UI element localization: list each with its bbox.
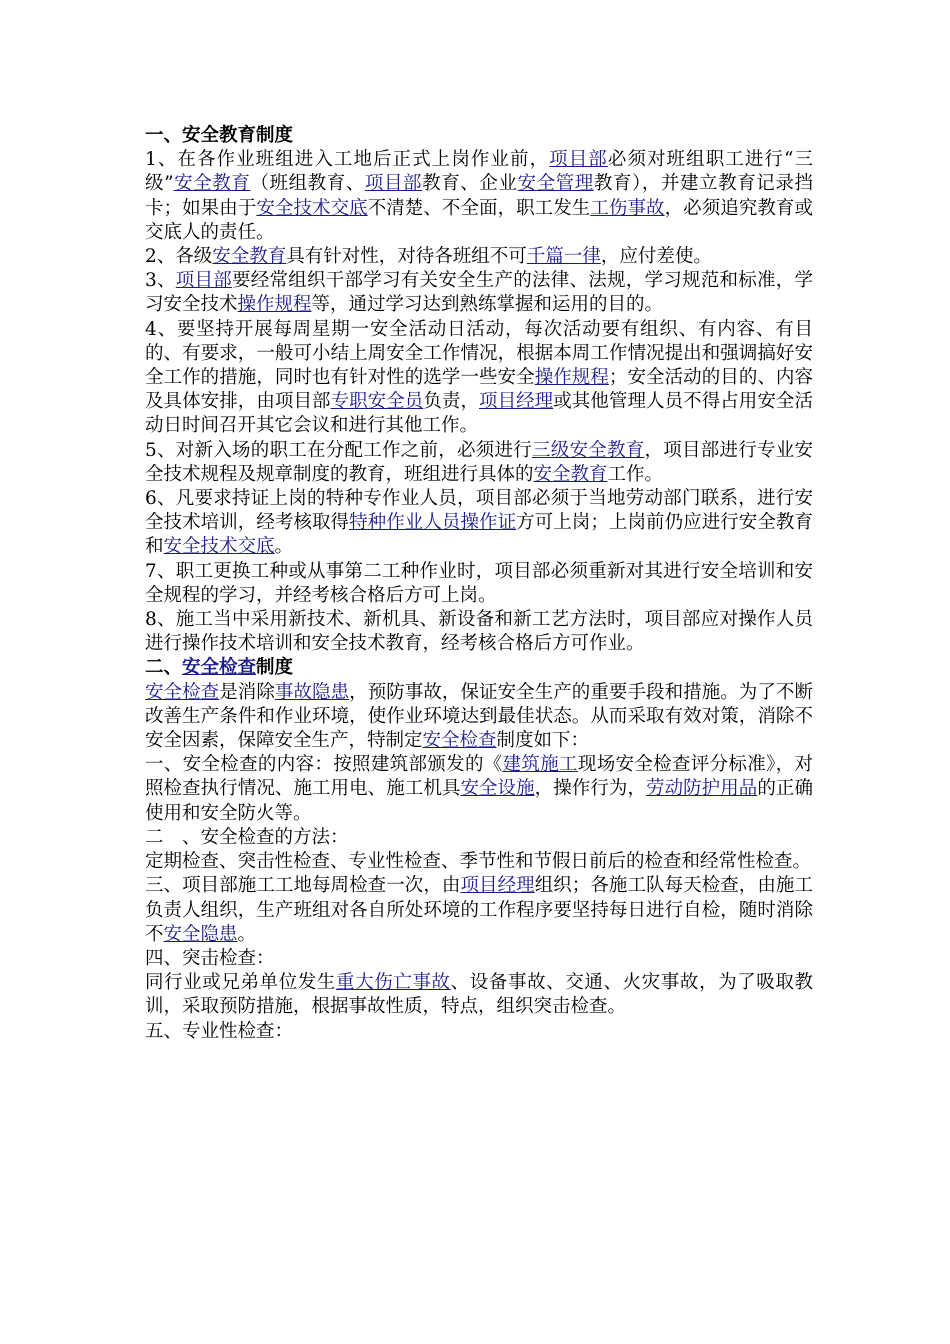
text-run: 不清楚、不全面，职工发生 [367,197,591,219]
hyperlink[interactable]: 安全教育 [212,246,287,268]
hyperlink[interactable]: 安全隐患 [163,923,238,945]
text-run: 7、职工更换工种或从事第二工种作业时，项目部必须重新对其进行安全培训和安全规程的学习，并经考核合格后方可上岗。 [145,560,813,606]
hyperlink[interactable]: 安全技术交底 [256,197,368,219]
text-run: 6、凡要求持证上岗的特种专作业人员，项目部必须于当地劳动部门联系，进行安全技术培训，经考核取得 [145,488,813,534]
text-run: ；安全活动的目的、内容及具体安排，由项目部 [145,367,813,413]
hyperlink[interactable]: 项目部 [364,173,423,195]
text-run: 同行业或兄弟单位发生 [145,972,337,994]
text-run: 三、项目部施工工地每周检查一次，由 [145,875,461,897]
text-run: 制度如下： [496,730,590,752]
hyperlink[interactable]: 项目部 [175,270,233,292]
text-run: 组织；各施工队每天检查，由施工负责人组织，生产班组对各自所处环境的工作程序要坚持每日进行自检，随时消除不 [145,875,813,945]
hyperlink[interactable]: 千篇一律 [526,246,601,268]
paragraph [145,318,813,439]
paragraph [145,826,813,850]
hyperlink[interactable]: 安全设施 [460,778,535,800]
hyperlink[interactable]: 专职安全员 [330,391,424,413]
paragraph [145,245,813,269]
paragraph [145,560,813,608]
hyperlink[interactable]: 安全检查 [422,730,497,752]
paragraph [145,681,813,754]
hyperlink[interactable]: 安全管理 [517,173,594,195]
paragraph [145,753,813,826]
text-run: 五、专业性检查： [145,1020,294,1042]
hyperlink[interactable]: 事故隐患 [274,681,350,703]
hyperlink[interactable]: 安全教育 [533,463,608,485]
hyperlink[interactable]: 项目经理 [479,391,554,413]
text-run: 的正确使用和安全防火等。 [145,778,813,824]
text-run: 。 [274,536,294,558]
hyperlink[interactable]: 安全检查 [182,657,257,679]
hyperlink[interactable]: 安全技术交底 [163,536,275,558]
text-run: 具有针对性，对待各班组不可 [286,246,527,268]
hyperlink[interactable]: 安全教育 [173,173,251,195]
hyperlink[interactable]: 建筑施工 [502,754,578,776]
section-heading [145,656,813,680]
text-run: 要经常组织干部学习有关安全生产的法律、法规，学习规范和标准，学习安全技术 [145,270,813,316]
hyperlink[interactable]: 劳动防护用品 [646,778,758,800]
text-run: 一、安全教育制度 [145,125,294,146]
text-run: 等，通过学习达到熟练掌握和运用的目的。 [311,294,664,316]
hyperlink[interactable]: 操作规程 [534,367,609,389]
text-run: 制度 [256,657,294,679]
text-run: ，应付差使。 [600,246,712,268]
text-run: 现场安全检查评分标准》，对照检查执行情况、施工用电、施工机具 [145,754,813,800]
hyperlink[interactable]: 项目经理 [460,875,535,897]
hyperlink[interactable]: 项目部 [549,149,608,171]
text-run: ，项目部进行专业安全技术规程及规章制度的教育，班组进行具体的 [145,439,813,485]
text-run: 、设备事故、交通、火灾事故，为了吸取教训，采取预防措施，根据事故性质，特点，组织突击检查。 [145,972,813,1018]
paragraph [145,439,813,487]
hyperlink[interactable]: 工伤事故 [590,197,665,219]
text-run: 一、安全检查的内容：按照建筑部颁发的《 [145,754,503,776]
text-run: 。 [237,923,257,945]
text-run: 是消除 [219,681,275,703]
text-run: 教育、企业 [422,173,518,195]
text-run: ，操作行为， [534,778,647,800]
paragraph [145,148,813,245]
paragraph [145,850,813,874]
hyperlink[interactable]: 特种作业人员操作证 [349,512,517,534]
paragraph [145,1020,813,1044]
paragraph [145,269,813,317]
text-run: 定期检查、突击性检查、专业性检查、季节性和节假日前后的检查和经常性检查。 [145,851,812,873]
section-heading [145,124,813,148]
text-run: 工作。 [607,463,664,485]
text-run: ，预防事故，保证安全生产的重要手段和措施。为了不断改善生产条件和作业环境，使作业环境达到最佳状态。从而采取有效对策，消除不安全因素，保障安全生产，特制定 [145,681,813,752]
hyperlink[interactable]: 三级安全教育 [531,439,645,461]
hyperlink[interactable]: 操作规程 [237,294,312,316]
text-run: 必须对班组职工进行“三级” [145,149,813,195]
paragraph [145,608,813,656]
paragraph [145,487,813,560]
text-run: 方可上岗；上岗前仍应进行安全教育和 [145,512,813,558]
text-run: 3、 [145,270,176,292]
text-run: 教育），并建立教育记录挡卡；如果由于 [145,173,813,219]
text-run: 负责， [423,391,480,413]
text-run: 4、要坚持开展每周星期一安全活动日活动，每次活动要有组织、有内容、有目的、有要求，一般可小结上周安全工作情况，根据本周工作情况提出和强调搞好安全工作的措施，同时也有针对性的选学一些安全 [145,318,813,389]
text-run: 四、突击检查： [145,947,275,969]
paragraph [145,874,813,947]
text-run: （班组教育、 [250,173,365,195]
paragraph [145,971,813,1019]
text-run: 1、在各作业班组进入工地后正式上岗作业前， [145,149,550,171]
text-run: 2、各级 [145,246,213,268]
text-run: 或其他管理人员不得占用安全活动日时间召开其它会议和进行其他工作。 [145,391,813,437]
paragraph [145,947,813,971]
hyperlink[interactable]: 重大伤亡事故 [336,972,451,994]
document-body [145,124,813,1044]
text-run: 二 、安全检查的方法： [145,826,349,848]
text-run: 8、施工当中采用新技术、新机具、新设备和新工艺方法时，项目部应对操作人员进行操作技术培训和安全技术教育，经考核合格后方可作业。 [145,609,813,655]
text-run: 二、 [145,657,183,679]
hyperlink[interactable]: 安全检查 [145,681,220,703]
text-run: 5、对新入场的职工在分配工作之前，必须进行 [145,439,532,461]
text-run: ，必须追究教育或交底人的责任。 [145,197,813,243]
